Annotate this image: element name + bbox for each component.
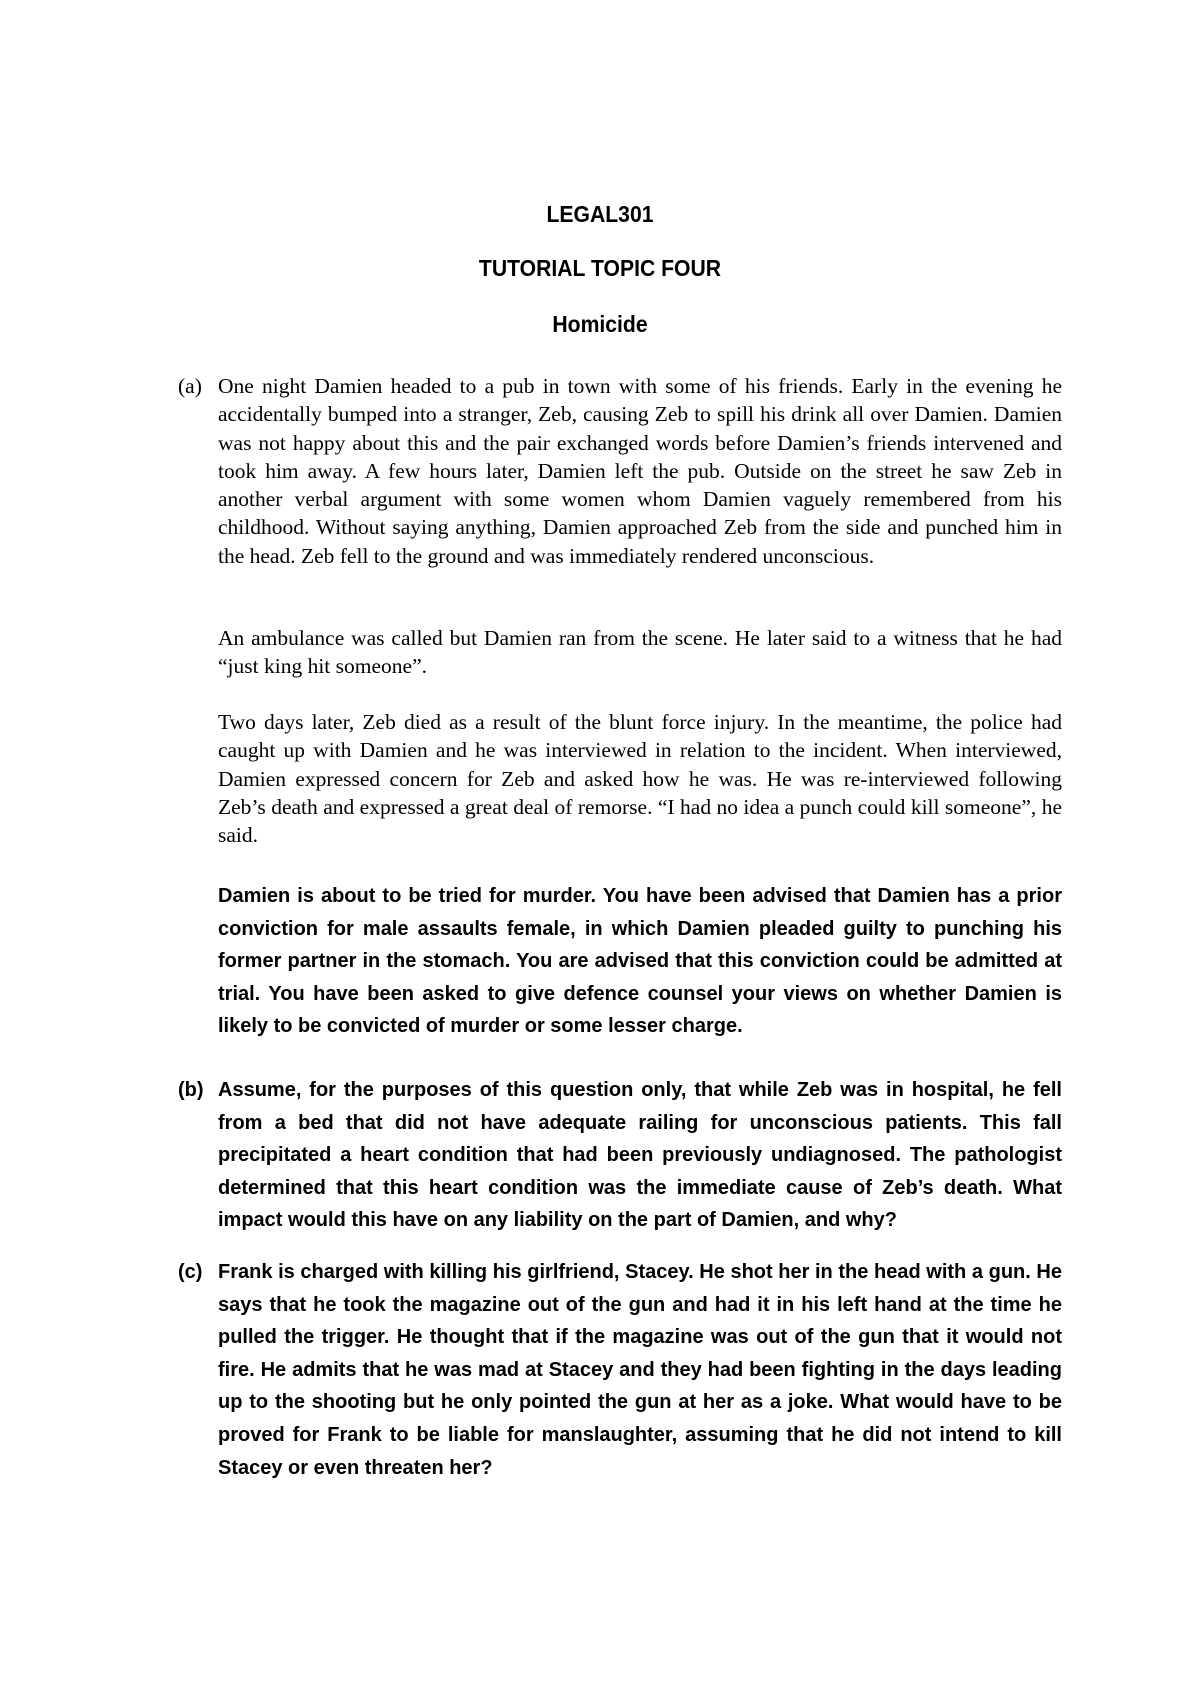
question-a-paragraph-2: An ambulance was called but Damien ran from the scene. He later said to a witness that he had “just king hit someone”. [218,626,1062,679]
tutorial-topic-heading: TUTORIAL TOPIC FOUR [478,255,722,281]
question-b-label: (b) [178,1079,204,1101]
subject-heading: Homicide [552,311,648,337]
question-c-text: Frank is charged with killing his girlfriend, Stacey. He shot her in the head with a gun. He says that he took the magazine out of the gun and had it in his left hand at the time he pulled the trigger. He thought that if the magazine was out of the gun that it would not fire. He admits that he was mad at Stacey and they had been fighting in the days leading up to the shooting but he only pointed the gun at her as a joke. What would have to be proved for Frank to be liable for manslaughter, assuming that he did not intend to kill Stacey or even threaten her? [218,1261,1062,1479]
question-c-label: (c) [178,1261,203,1283]
question-a-paragraph-3: Two days later, Zeb died as a result of the blunt force injury. In the meantime, the police had caught up with Damien and he was interviewed in relation to the incident. When interviewed, Damien expressed concern for Zeb and asked how he was. He was re-interviewed following Zeb’s death and expressed a great deal of remorse. “I had no idea a punch could kill someone”, he said. [218,710,1062,848]
question-b-text: Assume, for the purposes of this question only, that while Zeb was in hospital, he fell from a bed that did not have adequate railing for unconscious patients. This fall precipitated a heart condition that had been previously undiagnosed. The pathologist determined that this heart condition was the immediate cause of Zeb’s death. What impact would this have on any liability on the part of Damien, and why? [218,1079,1062,1232]
question-a-paragraph-1: One night Damien headed to a pub in town with some of his friends. Early in the evening he accidentally bumped into a stranger, Zeb, causing Zeb to spill his drink all over Damien. Damien was not happy about this and the pair exchanged words before Damien’s friends intervened and took him away. A few hours later, Damien left the pub. Outside on the street he saw Zeb in another verbal argument with some women whom Damien vaguely remembered from his childhood. Without saying anything, Damien approached Zeb from the side and punched him in the head. Zeb fell to the ground and was immediately rendered unconscious. [218,374,1062,568]
course-code-heading: LEGAL301 [546,201,654,227]
question-a-label: (a) [178,374,202,398]
question-a-task: Damien is about to be tried for murder. You have been advised that Damien has a prior conviction for male assaults female, in which Damien pleaded guilty to punching his former partner in the stomach. You are advised that this conviction could be admitted at trial. You have been asked to give defence counsel your views on whether Damien is likely to be convicted of murder or some lesser charge. [218,885,1062,1038]
